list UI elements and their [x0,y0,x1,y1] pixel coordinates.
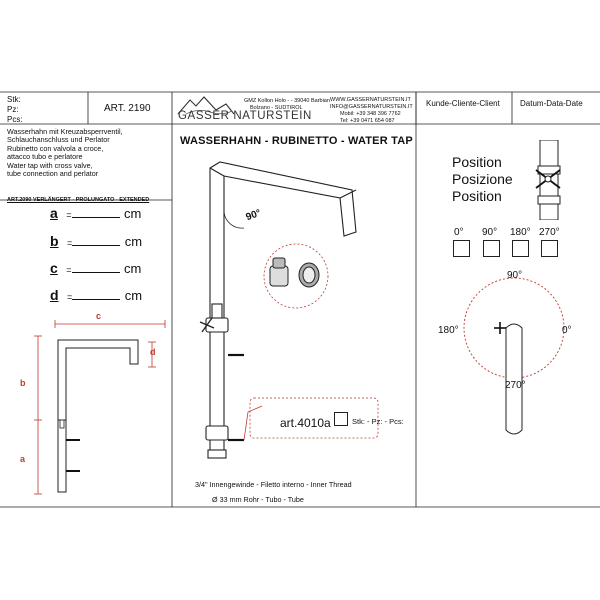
email-link[interactable]: INFO@GASSERNATURSTEIN.IT [330,104,413,110]
dimension-letter: b [50,233,59,249]
position-270-checkbox[interactable] [541,240,558,257]
address-line-1: GMZ Kollon Holo - - 39040 Barbian [244,98,330,104]
dimension-diagram [30,312,170,502]
dimension-letter: a [50,205,58,221]
company-logo-text: GASSER NATURSTEIN [178,110,312,122]
description-line: attacco tubo e perlatore [7,152,83,162]
water-tap-drawing [172,150,416,480]
position-90-checkbox[interactable] [483,240,500,257]
diagram-label-c: c [96,311,102,321]
article-number: ART. 2190 [104,103,151,114]
dimension-a-input[interactable] [72,208,120,218]
product-description [7,128,123,178]
extended-note: ART.2090 VERLÄNGERT - PROLUNGATO - EXTENDED [7,197,150,203]
website-link[interactable]: WWW.GASSERNATURSTEIN.IT [330,97,411,103]
stk-label: Stk: [7,95,21,104]
rotation-label-right: 0° [562,325,572,336]
position-0-checkbox[interactable] [453,240,470,257]
dimension-b-input[interactable] [72,236,120,246]
accessory-article: art.4010a [280,416,331,430]
rotation-label-left: 180° [438,325,459,336]
dimension-unit: cm [123,261,142,276]
dimension-d-row [50,287,142,305]
phone-landline: Tel: +39 0471 654 087 [340,118,395,124]
diagram-label-b: b [20,378,26,388]
diagram-label-a: a [20,454,26,464]
angle-label: 90° [244,207,263,224]
address-line-2: Bolzano - SUDTIROL [250,105,303,111]
dimension-unit: cm [124,288,143,303]
position-title-en: Position [452,188,502,204]
pcs-label: Pcs: [7,115,23,124]
description-line: Water tap with cross valve, [7,160,93,170]
position-180-checkbox[interactable] [512,240,529,257]
dimension-equals: = [66,210,72,220]
dimension-d-input[interactable] [72,290,120,300]
accessory-qty-box[interactable] [334,412,348,426]
dimension-a-row [50,205,141,223]
dimension-equals: = [67,292,73,302]
description-line: tube connection and perlator [7,169,99,179]
dimension-equals: = [67,238,73,248]
position-option-label: 90° [482,227,498,238]
dimension-unit: cm [124,234,143,249]
dimension-c-input[interactable] [72,263,120,273]
thread-note: 3/4" Innengewinde - Filetto interno - Inner Thread [195,480,352,489]
position-title-de: Position [452,154,502,170]
customer-label: Kunde-Cliente-Client [426,99,500,108]
description-line: Schlauchanschluss und Perlator [7,135,110,145]
position-option-label: 0° [454,227,464,238]
page-title: WASSERHAHN - RUBINETTO - WATER TAP [180,135,413,147]
position-option-label: 180° [510,227,531,238]
dimension-unit: cm [123,206,142,221]
dimension-letter: c [50,260,58,276]
tube-note: Ø 33 mm Rohr - Tubo - Tube [212,495,304,504]
rotation-label-bottom: 270° [505,380,526,391]
pz-label: Pz: [7,105,19,114]
rotation-label-top: 90° [507,270,523,281]
phone-mobile: Mobil: +39 348 396 7762 [340,111,401,117]
diagram-label-d: d [150,347,156,357]
description-line: Wasserhahn mit Kreuzabsperrventil, [7,127,123,136]
description-line: Rubinetto con valvola a croce, [7,143,104,153]
position-tap-icon [526,140,572,220]
dimension-c-row [50,260,141,278]
dimension-equals: = [66,265,72,275]
date-label: Datum-Data-Date [520,99,583,108]
accessory-qty-label: Stk: - Pz: - Pcs: [352,417,404,426]
position-option-label: 270° [539,227,560,238]
dimension-b-row [50,233,142,251]
position-rotation-circle [440,270,590,440]
dimension-letter: d [50,287,59,303]
position-title-it: Posizione [452,171,513,187]
